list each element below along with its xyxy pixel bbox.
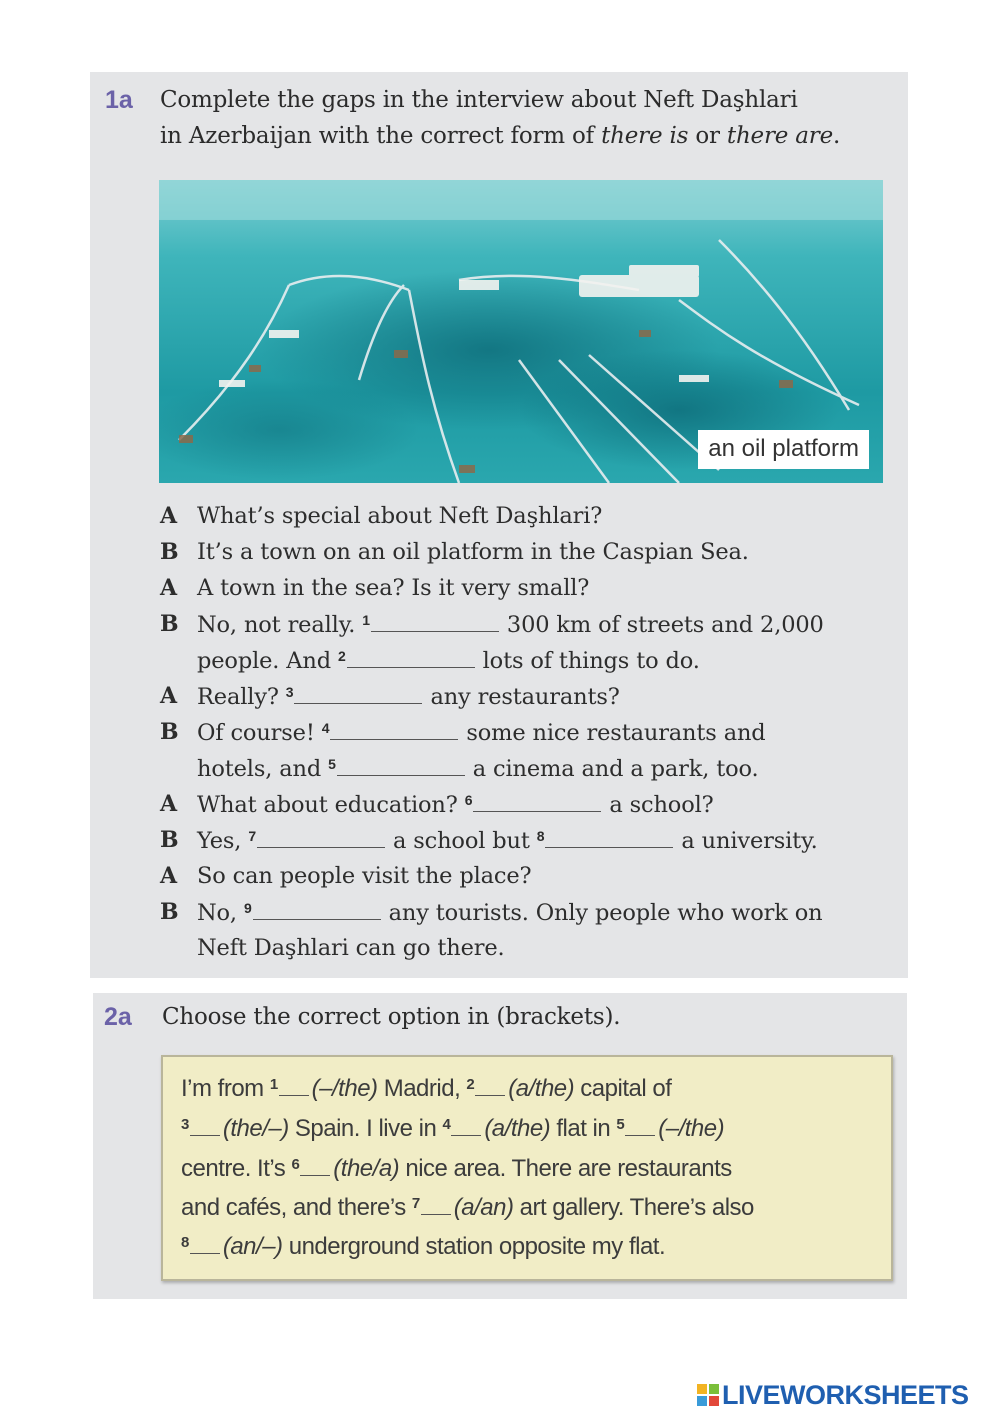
line-text: hotels, and xyxy=(197,756,329,782)
speaker-label: B xyxy=(160,539,179,565)
instruction-italic-there-are: there are xyxy=(726,123,834,149)
line-text: What about education? xyxy=(197,792,465,818)
gap-number: 1 xyxy=(362,612,370,628)
answer-gap-1[interactable] xyxy=(371,611,499,632)
gap-number: 6 xyxy=(291,1156,300,1173)
speaker-label: B xyxy=(160,899,179,925)
line-text: a school? xyxy=(609,792,714,818)
box-text: Spain. I live in xyxy=(288,1115,443,1142)
oil-platform-photo xyxy=(159,180,883,483)
box-line xyxy=(181,1155,732,1183)
box-line xyxy=(181,1075,671,1103)
line-text: any tourists. Only people who work on xyxy=(388,900,823,926)
line-text: No, xyxy=(197,900,244,926)
gap-number: 7 xyxy=(248,828,256,844)
gap-number: 4 xyxy=(321,720,330,736)
gap-number: 7 xyxy=(411,1195,420,1212)
instruction-text: . xyxy=(833,123,841,149)
box-text: underground station opposite my flat. xyxy=(282,1233,666,1260)
gap-number: 5 xyxy=(616,1116,625,1133)
line-text: people. And xyxy=(197,648,338,674)
answer-gap-9[interactable] xyxy=(253,899,381,920)
speaker-label: A xyxy=(160,683,178,709)
box-text: capital of xyxy=(574,1075,672,1102)
box-text: art gallery. There’s also xyxy=(513,1194,754,1221)
line-text: any restaurants? xyxy=(430,684,620,710)
answer-gap-4[interactable] xyxy=(330,719,458,740)
instruction-line-2 xyxy=(160,118,840,154)
speaker-label: A xyxy=(160,575,178,601)
answer-gap-8[interactable] xyxy=(190,1233,220,1254)
answer-gap-8[interactable] xyxy=(545,827,673,848)
answer-gap-3[interactable] xyxy=(190,1115,220,1136)
dialogue-line xyxy=(197,791,714,818)
gap-number: 3 xyxy=(285,684,294,700)
option-choice: (–/the) xyxy=(658,1115,725,1142)
gap-number: 6 xyxy=(464,792,473,808)
option-choice: (the/a) xyxy=(333,1155,400,1182)
dialogue-line: It’s a town on an oil platform in the Caspian Sea. xyxy=(197,539,749,565)
gap-number: 8 xyxy=(536,828,545,844)
gap-number: 2 xyxy=(466,1076,475,1093)
box-text: flat in xyxy=(550,1115,617,1142)
box-text: and cafés, and there’s xyxy=(181,1194,412,1221)
speaker-label: B xyxy=(160,611,179,637)
exercise-number: 1a xyxy=(105,86,133,114)
option-choice: (a/the) xyxy=(484,1115,551,1142)
photo-caption: an oil platform xyxy=(698,430,869,469)
answer-gap-4[interactable] xyxy=(451,1115,481,1136)
dialogue-line xyxy=(197,827,818,854)
option-choice: (an/–) xyxy=(222,1233,283,1260)
line-text: Of course! xyxy=(197,720,322,746)
dialogue-line xyxy=(197,755,759,782)
gap-number: 5 xyxy=(328,756,336,772)
liveworksheets-logo-icon xyxy=(697,1384,719,1406)
dialogue-line xyxy=(197,611,824,638)
box-text: nice area. There are restaurants xyxy=(399,1155,732,1182)
instruction-line: Choose the correct option in (brackets). xyxy=(162,1004,621,1030)
line-text: a school but xyxy=(392,828,537,854)
speaker-label: B xyxy=(160,827,179,853)
line-text: lots of things to do. xyxy=(482,648,700,674)
line-text: Yes, xyxy=(197,828,249,854)
dialogue-line: What’s special about Neft Daşhlari? xyxy=(197,503,603,529)
dialogue-line: Neft Daşhlari can go there. xyxy=(197,935,505,961)
logo-text: LIVEWORKSHEETS xyxy=(722,1379,969,1410)
speaker-label: A xyxy=(160,863,178,889)
gap-number: 2 xyxy=(337,648,346,664)
speaker-label: A xyxy=(160,503,178,529)
instruction-text: or xyxy=(688,123,727,149)
dialogue-line xyxy=(197,719,766,746)
instruction-line-1: Complete the gaps in the interview about Neft Daşhlari xyxy=(160,87,798,113)
answer-gap-7[interactable] xyxy=(421,1194,451,1215)
liveworksheets-logo[interactable] xyxy=(697,1381,969,1409)
line-text: a university. xyxy=(681,828,818,854)
gap-number: 9 xyxy=(243,900,252,916)
option-choice: (–/the) xyxy=(311,1075,378,1102)
line-text: a cinema and a park, too. xyxy=(472,756,759,782)
option-choice: (a/the) xyxy=(508,1075,575,1102)
instruction-text: in Azerbaijan with the correct form of xyxy=(160,123,602,149)
dialogue-line: A town in the sea? Is it very small? xyxy=(197,575,590,601)
instruction-italic-there-is: there is xyxy=(601,123,689,149)
speaker-label: A xyxy=(160,791,178,817)
answer-gap-2[interactable] xyxy=(475,1075,505,1096)
option-choice: (the/–) xyxy=(222,1115,289,1142)
exercise-number: 2a xyxy=(104,1003,132,1031)
box-line xyxy=(181,1194,754,1222)
box-text: Madrid, xyxy=(377,1075,467,1102)
text-box xyxy=(161,1055,893,1281)
box-text: centre. It’s xyxy=(181,1155,292,1182)
answer-gap-6[interactable] xyxy=(300,1155,330,1176)
line-text: 300 km of streets and 2,000 xyxy=(506,612,824,638)
gap-number: 8 xyxy=(181,1234,189,1251)
dialogue-line xyxy=(197,647,700,674)
dialogue-line xyxy=(197,899,822,926)
dialogue-line xyxy=(197,683,620,710)
line-text: Really? xyxy=(197,684,286,710)
gap-number: 3 xyxy=(181,1116,189,1133)
answer-gap-5[interactable] xyxy=(625,1115,655,1136)
line-text: No, not really. xyxy=(197,612,363,638)
gap-number: 4 xyxy=(442,1116,451,1133)
gap-number: 1 xyxy=(269,1076,278,1093)
line-text: some nice restaurants and xyxy=(466,720,766,746)
dialogue-line: So can people visit the place? xyxy=(197,863,532,889)
answer-gap-2[interactable] xyxy=(347,647,475,668)
speaker-label: B xyxy=(160,719,179,745)
box-text: I’m from xyxy=(181,1075,270,1102)
box-line xyxy=(181,1115,724,1143)
option-choice: (a/an) xyxy=(453,1194,514,1221)
answer-gap-1[interactable] xyxy=(279,1075,309,1096)
answer-gap-6[interactable] xyxy=(473,791,601,812)
answer-gap-3[interactable] xyxy=(294,683,422,704)
answer-gap-7[interactable] xyxy=(257,827,385,848)
box-line xyxy=(181,1233,665,1261)
answer-gap-5[interactable] xyxy=(337,755,465,776)
